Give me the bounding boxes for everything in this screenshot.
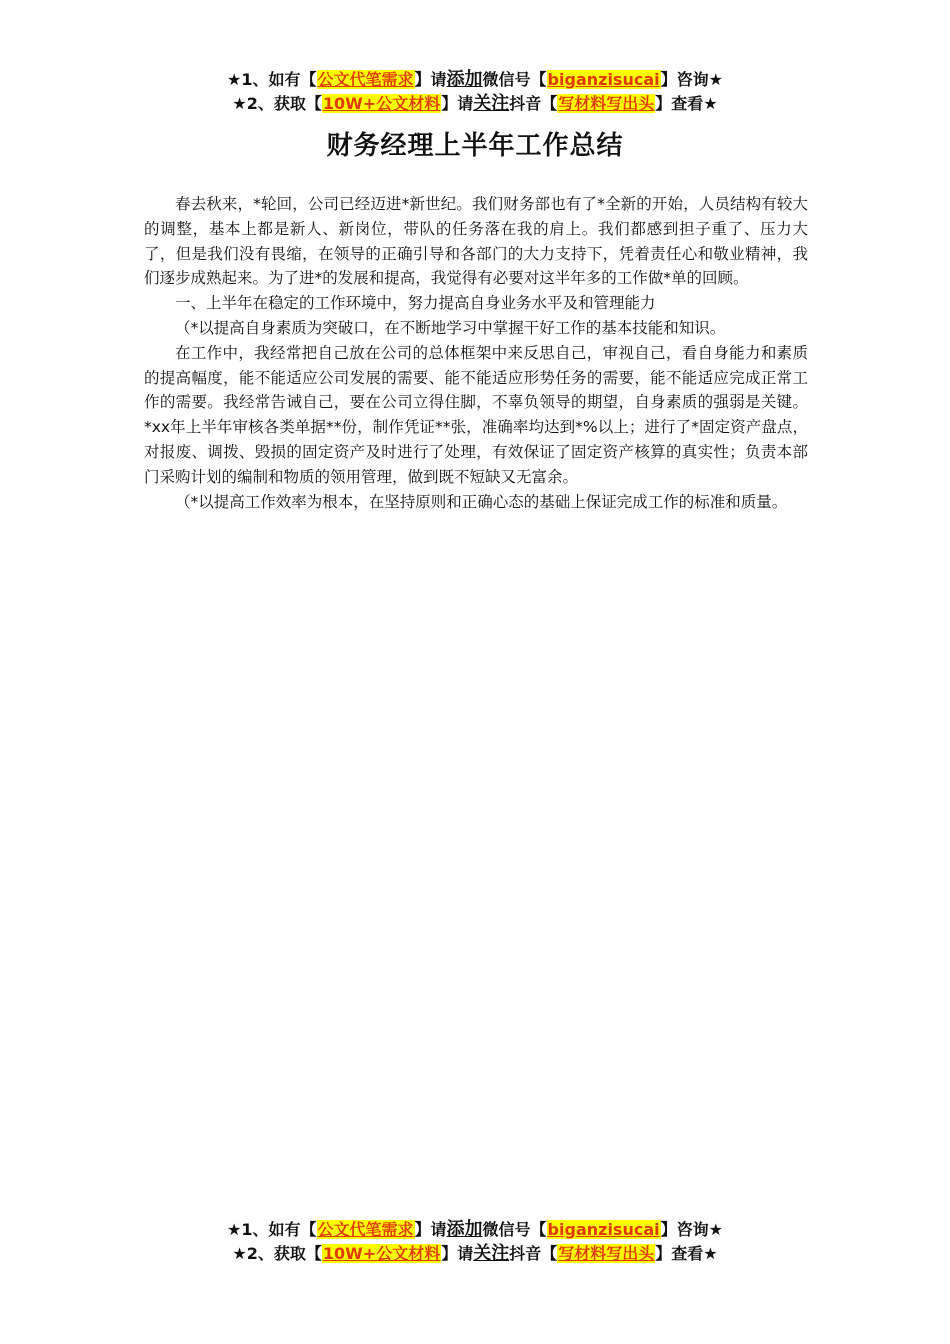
promo-text: ★2、获取【 <box>232 1244 322 1263</box>
promo-text: 】请 <box>414 1220 447 1239</box>
promo-text: 微信号【 <box>482 70 547 89</box>
footer-promo-banner <box>0 1218 950 1266</box>
paragraph: 在工作中，我经常把自己放在公司的总体框架中来反思自己，审视自己，看自身能力和素质的提高幅度，能不能适应公司发展的需要、能不能适应形势任务的需要，能不能适应完成正常工作的需要。我经常告诫自己，要在公司立得住脚，不辜负领导的期望，自身素质的强弱是关键。*xx年上半年审核各类单据**份，制作凭证**张，准确率均达到*%以上；进行了*固定资产盘点，对报废、调拨、毁损的固定资产及时进行了处理，有效保证了固定资产核算的真实性；负责本部门采购计划的编制和物质的领用管理，做到既不短缺又无富余。 <box>144 343 808 486</box>
promo-line-2 <box>0 1242 950 1266</box>
promo-emphasis: 添加 <box>446 1219 483 1240</box>
promo-text: 】请 <box>441 94 474 113</box>
promo-line-1 <box>0 68 950 92</box>
document-body <box>144 192 808 514</box>
promo-text: ★1、如有【 <box>227 70 317 89</box>
promo-emphasis: 关注 <box>473 1243 510 1264</box>
promo-highlight: 公文代笔需求 <box>317 1220 414 1239</box>
promo-line-1 <box>0 1218 950 1242</box>
promo-text: 抖音【 <box>509 1244 558 1263</box>
promo-emphasis: 添加 <box>446 69 483 90</box>
promo-highlight: 10W+公文材料 <box>322 1244 441 1263</box>
promo-highlight: 10W+公文材料 <box>322 94 441 113</box>
promo-text: ★2、获取【 <box>232 94 322 113</box>
promo-text: 】咨询★ <box>660 70 723 89</box>
document-title: 财务经理上半年工作总结 <box>326 131 624 161</box>
promo-highlight: biganzisucai <box>547 1220 660 1239</box>
promo-text: 】请 <box>441 1244 474 1263</box>
promo-text: 微信号【 <box>482 1220 547 1239</box>
subsection-heading: （*以提高工作效率为根本，在坚持原则和正确心态的基础上保证完成工作的标准和质量。 <box>175 492 788 511</box>
promo-text: 抖音【 <box>509 94 558 113</box>
promo-emphasis: 关注 <box>473 93 510 114</box>
promo-text: ★1、如有【 <box>227 1220 317 1239</box>
promo-highlight: 公文代笔需求 <box>317 70 414 89</box>
promo-highlight: biganzisucai <box>547 70 660 89</box>
promo-text: 】查看★ <box>655 1244 718 1263</box>
paragraph: 春去秋来，*轮回，公司已经迈进*新世纪。我们财务部也有了*全新的开始，人员结构有较大的调整，基本上都是新人、新岗位，带队的任务落在我的肩上。我们都感到担子重了、压力大了，但是我们没有畏缩，在领导的正确引导和各部门的大力支持下，凭着责任心和敬业精神，我们逐步成熟起来。为了进*的发展和提高，我觉得有必要对这半年多的工作做*单的回顾。 <box>144 195 808 288</box>
promo-text: 】查看★ <box>655 94 718 113</box>
promo-highlight: 写材料写出头 <box>558 94 655 113</box>
promo-text: 】咨询★ <box>660 1220 723 1239</box>
promo-text: 】请 <box>414 70 447 89</box>
section-heading: 一、上半年在稳定的工作环境中，努力提高自身业务水平及和管理能力 <box>175 294 656 313</box>
promo-line-2 <box>0 92 950 116</box>
header-promo-banner <box>0 68 950 116</box>
promo-highlight: 写材料写出头 <box>558 1244 655 1263</box>
subsection-heading: （*以提高自身素质为突破口，在不断地学习中掌握干好工作的基本技能和知识。 <box>175 318 726 337</box>
